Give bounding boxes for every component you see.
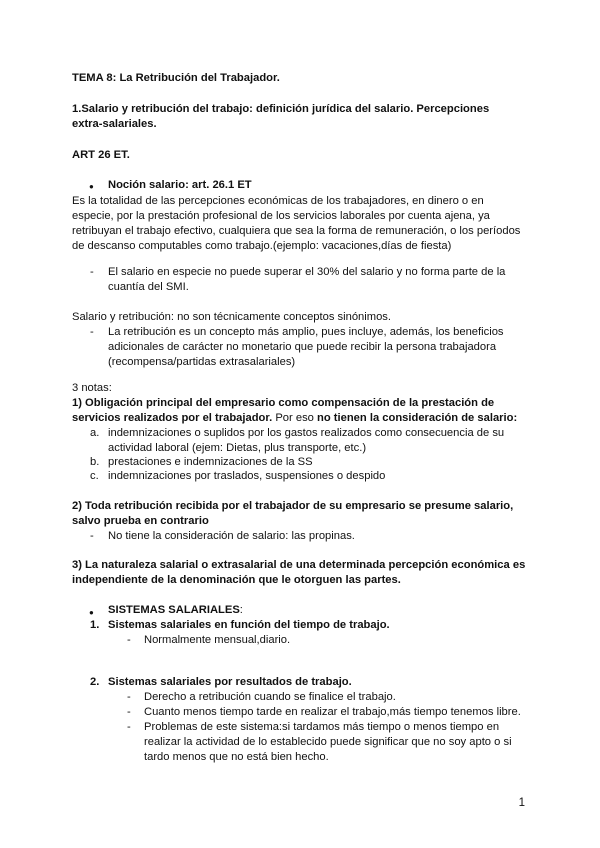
system1-heading: Sistemas salariales en función del tiempo de trabajo. — [108, 619, 390, 631]
dash-marker: - — [90, 530, 94, 542]
dash-marker: - — [127, 721, 131, 733]
system2-heading: Sistemas salariales por resultados de trabajo. — [108, 676, 352, 688]
retribucion-line: La retribución es un concepto más amplio, pues incluye, además, los beneficios — [108, 326, 504, 338]
nota1-normal: Por eso — [272, 412, 317, 424]
especie-line: El salario en especie no puede superar el 30% del salario y no forma parte de la — [108, 266, 506, 278]
dash-marker: - — [127, 634, 131, 646]
sistemas-colon: : — [239, 604, 243, 616]
article-reference: ART 26 ET. — [72, 149, 130, 161]
list-number: 2. — [90, 676, 100, 688]
page-number: 1 — [518, 797, 525, 809]
list-marker: c. — [90, 470, 99, 482]
nota1-line1: 1) Obligación principal del empresario como compensación de la prestación de — [72, 397, 495, 409]
dash-marker: - — [90, 326, 94, 338]
definition-line: especie, por la prestación profesional de los servicios laborales por cuenta ajena, ya — [72, 210, 490, 222]
nota2-item: No tiene la consideración de salario: las propinas. — [108, 530, 355, 542]
list-marker: b. — [90, 456, 100, 468]
system2-item: Cuanto menos tiempo tarde en realizar el trabajo,más tiempo tenemos libre. — [144, 706, 521, 718]
nota3-line2: independiente de la denominación que le otorguen las partes. — [72, 574, 401, 586]
sinonimos-text: Salario y retribución: no son técnicamente conceptos sinónimos. — [72, 311, 392, 323]
nota2-line2: salvo prueba en contrario — [72, 515, 209, 527]
nota2-line1: 2) Toda retribución recibida por el trabajador de su empresario se presume salario, — [72, 500, 514, 512]
system1-item: Normalmente mensual,diario. — [144, 634, 291, 646]
nota3-line1: 3) La naturaleza salarial o extrasalarial de una determinada percepción económica es — [72, 559, 526, 571]
list-number: 1. — [90, 619, 100, 631]
list-item-line: indemnizaciones o suplidos por los gastos realizados como consecuencia de su — [108, 427, 505, 439]
nota1-bold: servicios realizados por el trabajador. — [72, 412, 273, 424]
bullet-icon: ● — [89, 608, 94, 617]
system2-item: realizar la actividad de lo establecido puede significar que no soy apto o si — [144, 736, 512, 748]
nota1-line2 — [72, 411, 517, 427]
list-item-line: actividad laboral (ejem: Dietas, plus transporte, etc.) — [108, 442, 367, 454]
retribucion-line: (recompensa/partidas extrasalariales) — [108, 356, 296, 368]
sistemas-label: SISTEMAS SALARIALES — [108, 604, 240, 616]
bullet-heading-sistemas — [108, 603, 243, 619]
dash-marker: - — [127, 706, 131, 718]
dash-marker: - — [90, 266, 94, 278]
notas-label: 3 notas: — [72, 382, 112, 394]
definition-line: de descanso computables como trabajo.(ejemplo: vacaciones,días de fiesta) — [72, 240, 452, 252]
page-title: TEMA 8: La Retribución del Trabajador. — [72, 72, 280, 84]
section-heading-line2: extra-salariales. — [72, 118, 157, 130]
system2-item: Problemas de este sistema:si tardamos más tiempo o menos tiempo en — [144, 721, 500, 733]
list-item-line: indemnizaciones por traslados, suspensiones o despido — [108, 470, 386, 482]
definition-line: Es la totalidad de las percepciones económicas de los trabajadores, en dinero o en — [72, 195, 484, 207]
list-item-line: prestaciones e indemnizaciones de la SS — [108, 456, 313, 468]
retribucion-line: adicionales de carácter no monetario que puede recibir la persona trabajadora — [108, 341, 497, 353]
bullet-icon: ● — [89, 182, 94, 191]
dash-marker: - — [127, 691, 131, 703]
system2-item: tardo menos que no está bien hecho. — [144, 751, 329, 763]
especie-line: cuantía del SMI. — [108, 281, 189, 293]
list-marker: a. — [90, 427, 100, 439]
definition-line: retribuyan el trabajo efectivo, cualquiera que sea la forma de remuneración, o los períodos — [72, 225, 521, 237]
bullet-heading-nocion: Noción salario: art. 26.1 ET — [108, 179, 252, 191]
section-heading-line1: 1.Salario y retribución del trabajo: definición jurídica del salario. Percepciones — [72, 103, 490, 115]
nota1-bold2: no tienen la consideración de salario: — [317, 412, 518, 424]
system2-item: Derecho a retribución cuando se finalice el trabajo. — [144, 691, 396, 703]
